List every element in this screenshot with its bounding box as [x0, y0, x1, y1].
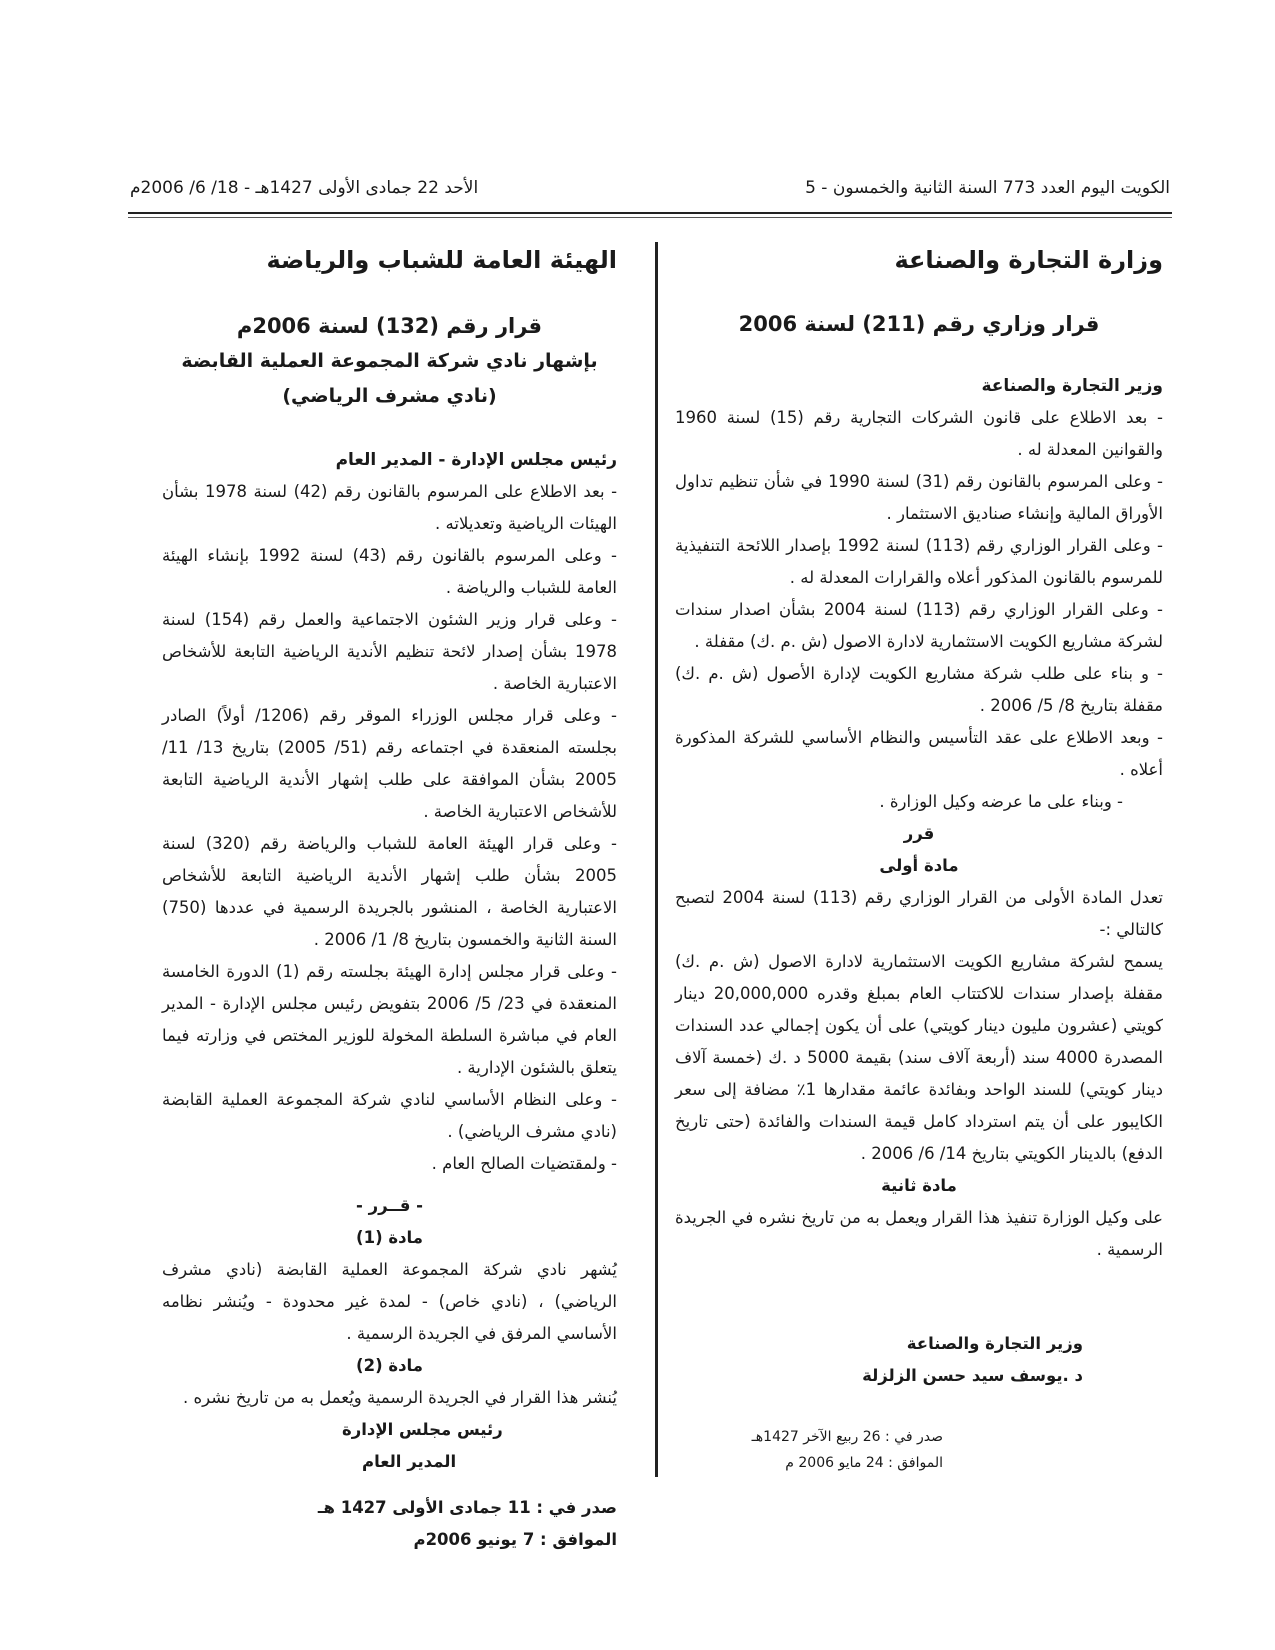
- preamble-item: - وعلى القرار الوزاري رقم (113) لسنة 1992 بإصدار اللائحة التنفيذية للمرسوم بالقانون المذكور أعلاه والقرارات المعدلة له .: [675, 536, 1164, 587]
- preamble-item: - بعد الاطلاع على المرسوم بالقانون رقم (42) لسنة 1978 بشأن الهيئات الرياضية وتعديلاته .: [162, 482, 618, 533]
- article-2-body: على وكيل الوزارة تنفيذ هذا القرار ويعمل به من تاريخ نشره في الجريدة الرسمية .: [675, 1208, 1163, 1259]
- article-2-body: يُنشر هذا القرار في الجريدة الرسمية ويُعمل به من تاريخ نشره .: [183, 1388, 617, 1407]
- signatory-name: د .يوسف سيد حسن الزلزلة: [862, 1366, 1083, 1385]
- decision-title: قرار رقم (132) لسنة 2006م: [236, 314, 543, 338]
- preamble-item: - وعلى قرار الهيئة العامة للشباب والرياضة رقم (320) لسنة 2005 بشأن طلب إشهار الأندية الرياضية التابعة للأشخاص الاعتبارية الخاصة ، المنشور بالجريدة الرسمية في عددها (750) السنة الثانية والخمسون بتاريخ 8/ 1/ 2006 .: [162, 834, 617, 949]
- article-2-title: مادة ثانية: [881, 1176, 957, 1195]
- decision-subtitle: بإشهار نادي شركة المجموعة العملية القابضة: [181, 350, 598, 372]
- decision-issuer: وزير التجارة والصناعة: [981, 376, 1163, 396]
- article-1-title: مادة أولى: [879, 856, 959, 875]
- issued-on: صدر في : 26 ربيع الآخر 1427هـ: [751, 1429, 943, 1445]
- header-rule-thin: [128, 217, 1172, 218]
- page-header: [130, 178, 1170, 206]
- decision-title: قرار وزاري رقم (211) لسنة 2006: [738, 312, 1100, 336]
- article-1-title: مادة (1): [356, 1228, 423, 1247]
- ministry-decision-column: [675, 236, 1163, 1476]
- article-2-title: مادة (2): [356, 1356, 423, 1375]
- signatory-title: وزير التجارة والصناعة: [906, 1334, 1083, 1353]
- preamble-item: - وعلى المرسوم بالقانون رقم (31) لسنة 1990 في شأن تنظيم تداول الأوراق المالية وإنشاء صناديق الاستثمار .: [675, 472, 1164, 523]
- preamble-item: - وعلى قرار مجلس الوزراء الموقر رقم (1206/ أولاً) الصادر بجلسته المنعقدة في اجتماعه رقم (51/ 2005) بتاريخ 13/ 11/ 2005 بشأن الموافقة على طلب إشهار الأندية الرياضية التابعة للأشخاص الاعتبارية الخاصة .: [162, 706, 617, 821]
- issue-date: الأحد 22 جمادى الأولى 1427هـ - 18/ 6/ 2006م: [130, 178, 479, 198]
- preamble-item: - و بناء على طلب شركة مشاريع الكويت لإدارة الأصول (ش .م .ك) مقفلة بتاريخ 8/ 5/ 2006 .: [675, 664, 1163, 715]
- decision-subtitle: (نادي مشرف الرياضي): [282, 385, 497, 407]
- issue-info: الكويت اليوم العدد 773 السنة الثانية والخمسون - 5: [805, 178, 1170, 198]
- preamble-item: - وبناء على ما عرضه وكيل الوزارة .: [879, 792, 1123, 811]
- preamble-item: - وعلى القرار الوزاري رقم (113) لسنة 2004 بشأن اصدار سندات لشركة مشاريع الكويت الاستثمارية لادارة الاصول (ش .م .ك) مقفلة .: [675, 600, 1164, 651]
- decided-heading: - قــرر -: [355, 1196, 424, 1215]
- corresponding-date: الموافق : 24 مايو 2006 م: [785, 1455, 943, 1471]
- article-1-body: يُشهر نادي شركة المجموعة العملية القابضة (نادي مشرف الرياضي) ، (نادي خاص) - لمدة غير محدودة - ويُنشر نظامه الأساسي المرفق في الجريدة الرسمية .: [162, 1260, 617, 1343]
- ministry-heading: وزارة التجارة والصناعة: [894, 246, 1163, 274]
- preamble-item: - بعد الاطلاع على قانون الشركات التجارية رقم (15) لسنة 1960 والقوانين المعدلة له .: [675, 408, 1164, 459]
- issued-on: صدر في : 11 جمادى الأولى 1427 هـ: [317, 1498, 617, 1517]
- column-divider: [655, 242, 658, 1477]
- preamble-item: - وعلى قرار مجلس إدارة الهيئة بجلسته رقم (1) الدورة الخامسة المنعقدة في 23/ 5/ 2006 بتفويض رئيس مجلس الإدارة - المدير العام في مباشرة السلطة المخولة للوزير المختص في وزارته فيما يتعلق بالشئون الإدارية .: [162, 962, 617, 1077]
- article-1-intro: تعدل المادة الأولى من القرار الوزاري رقم (113) لسنة 2004 لتصبح كالتالي :-: [675, 888, 1163, 939]
- decision-issuer: رئيس مجلس الإدارة - المدير العام: [335, 450, 617, 470]
- preamble-item: - ولمقتضيات الصالح العام .: [431, 1154, 617, 1173]
- sports-authority-column: [162, 236, 617, 1556]
- corresponding-date: الموافق : 7 يونيو 2006م: [413, 1530, 617, 1549]
- preamble-item: - وعلى المرسوم بالقانون رقم (43) لسنة 1992 بإنشاء الهيئة العامة للشباب والرياضة .: [162, 546, 617, 597]
- authority-heading: الهيئة العامة للشباب والرياضة: [266, 246, 617, 274]
- article-1-body: يسمح لشركة مشاريع الكويت الاستثمارية لادارة الاصول (ش .م .ك) مقفلة بإصدار سندات للاكتتاب العام بمبلغ وقدره 20,000,000 دينار كويتي (عشرون مليون دينار كويتي) على أن يكون إجمالي عدد السندات المصدرة 4000 سند (أربعة آلاف سند) بقيمة 5000 د .ك (خمسة آلاف دينار كويتي) للسند الواحد وبفائدة عائمة مقدارها 1٪ مضافة إلى سعر الكايبور على أن يتم استرداد كامل قيمة السندات والفائدة (حتى تاريخ الدفع) بالدينار الكويتي بتاريخ 14/ 6/ 2006 .: [675, 952, 1163, 1163]
- preamble-item: - وعلى النظام الأساسي لنادي شركة المجموعة العملية القابضة (نادي مشرف الرياضي) .: [162, 1090, 617, 1141]
- preamble-item: - وعلى قرار وزير الشئون الاجتماعية والعمل رقم (154) لسنة 1978 بشأن إصدار لائحة تنظيم الأندية الرياضية التابعة للأشخاص الاعتبارية الخاصة .: [162, 610, 617, 693]
- decided-heading: قرر: [903, 824, 935, 843]
- header-rule: [128, 212, 1172, 214]
- signatory-role: المدير العام: [362, 1452, 457, 1471]
- preamble-item: - وبعد الاطلاع على عقد التأسيس والنظام الأساسي للشركة المذكورة أعلاه .: [675, 728, 1163, 779]
- signatory-title: رئيس مجلس الإدارة: [342, 1420, 503, 1439]
